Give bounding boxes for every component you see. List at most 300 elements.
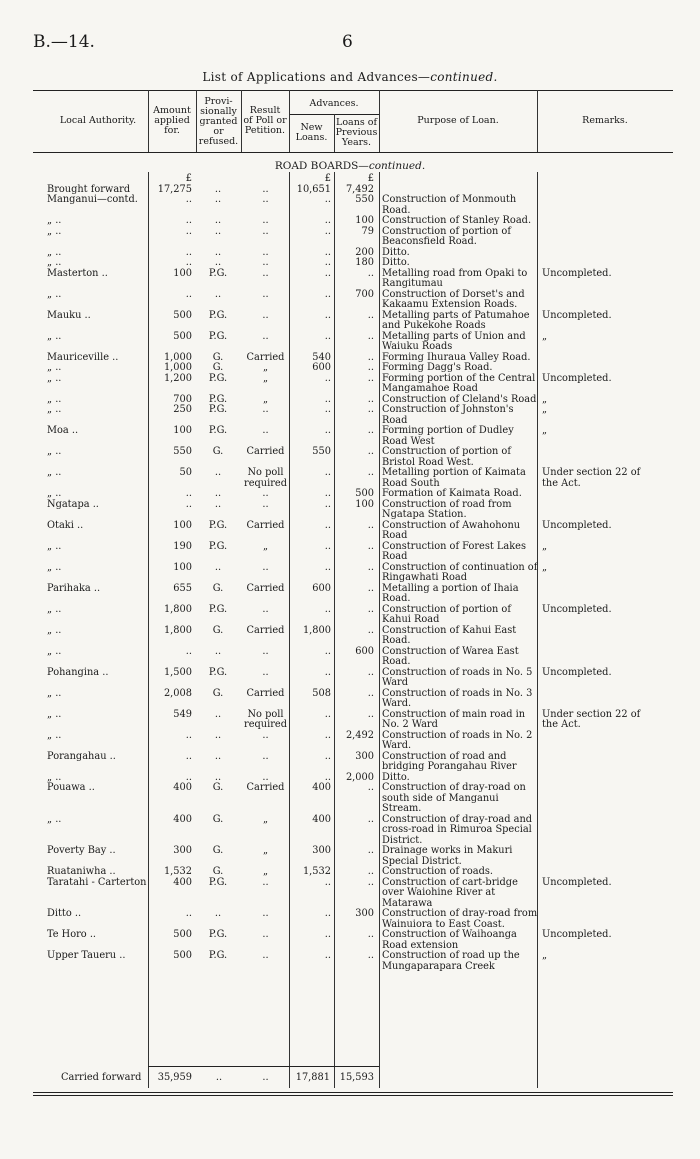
- cell-provisional: ..: [214, 225, 222, 237]
- cell-provisional: [195, 174, 241, 185]
- cell-remarks: „: [542, 330, 548, 342]
- table-body: [47, 174, 652, 972]
- cell-purpose: [378, 174, 538, 185]
- header-result-line: Petition.: [244, 125, 286, 136]
- cell-provisional: ..: [214, 488, 222, 499]
- cell-remarks: [538, 815, 652, 847]
- cell-authority: Parihaka ..: [47, 582, 101, 594]
- header-new-loans: [289, 123, 334, 143]
- cell-remarks: „: [542, 540, 548, 552]
- cell-authority: Upper Taueru ..: [47, 950, 126, 961]
- cell-purpose: Construction of roads in No. 3 Ward.: [382, 687, 533, 709]
- total-label: Carried forward: [61, 1072, 142, 1083]
- cell-previous-loans: ..: [367, 362, 374, 373]
- cell-amount: ..: [185, 498, 192, 510]
- cell-result: No poll required: [244, 467, 287, 489]
- cell-amount: ..: [185, 729, 192, 741]
- cell-new-loans: 508: [312, 687, 331, 699]
- cell-previous-loans: 550: [355, 194, 374, 205]
- table-row: [47, 867, 652, 878]
- header-prev-line: Years.: [341, 137, 372, 148]
- table-row: [47, 689, 652, 710]
- cell-remarks: Uncompleted.: [542, 372, 612, 384]
- cell-new-loans: 1,800: [302, 624, 331, 636]
- table-row: [47, 773, 652, 784]
- cell-provisional: P.G.: [208, 330, 228, 342]
- cell-remarks: Uncompleted.: [542, 309, 612, 321]
- cell-authority: „ ..: [47, 729, 62, 741]
- cell-authority: Poverty Bay ..: [47, 845, 116, 856]
- cell-purpose: Construction of main road in No. 2 Ward: [382, 708, 526, 730]
- cell-purpose: Forming Dagg's Road.: [382, 362, 493, 373]
- cell-remarks: Under section 22 of the Act.: [542, 467, 641, 489]
- table-row: [47, 447, 652, 468]
- cell-previous-loans: ..: [367, 950, 374, 961]
- cell-result: „: [262, 845, 269, 856]
- cell-provisional: ..: [214, 771, 222, 783]
- table-row: [47, 909, 652, 930]
- cell-result: ..: [262, 488, 269, 499]
- cell-amount: 100: [173, 519, 192, 531]
- cell-previous-loans: ..: [367, 540, 374, 552]
- page-reference: B.—14.: [33, 32, 95, 52]
- cell-provisional: P.G.: [208, 267, 228, 279]
- cell-result: ..: [262, 645, 269, 657]
- table-row: [47, 584, 652, 605]
- cell-previous-loans: ..: [367, 603, 374, 615]
- section-heading: [0, 160, 700, 172]
- cell-amount: 250: [173, 404, 192, 415]
- header-amount-line: applied: [154, 115, 190, 126]
- header-top-rule: [33, 90, 673, 91]
- page-number: 6: [342, 32, 353, 52]
- cell-remarks: [538, 290, 652, 311]
- cell-provisional: G.: [212, 351, 224, 363]
- cell-previous-loans: ..: [367, 624, 374, 636]
- table-row: [47, 395, 652, 406]
- table-row: [47, 216, 652, 227]
- cell-result: Carried: [246, 624, 285, 636]
- cell-authority: Mauriceville ..: [47, 351, 119, 363]
- cell-authority: „ ..: [47, 372, 62, 384]
- cell-purpose: Metalling portion of Kaimata Road South: [382, 467, 526, 489]
- cell-remarks: [538, 731, 652, 752]
- cell-new-loans: ..: [324, 288, 331, 300]
- header-previous-loans: [334, 118, 379, 148]
- applications-table: [47, 174, 652, 972]
- cell-purpose: Construction of Forest Lakes Road: [382, 540, 527, 562]
- cell-previous-loans: ..: [367, 708, 374, 720]
- cell-remarks: „: [542, 561, 548, 573]
- cell-provisional: P.G.: [208, 404, 228, 415]
- cell-authority: „ ..: [47, 225, 62, 237]
- cell-purpose: Metalling road from Opaki to Rangitumau: [382, 267, 528, 289]
- cell-purpose: Construction of road from Ngatapa Station.: [382, 498, 512, 520]
- cell-authority: „ ..: [47, 488, 62, 499]
- cell-remarks: [538, 647, 652, 668]
- cell-previous-loans: 180: [355, 257, 374, 268]
- cell-amount: 100: [173, 425, 192, 436]
- cell-result: ..: [262, 929, 269, 940]
- cell-result: ..: [262, 330, 269, 342]
- cell-provisional: ..: [214, 288, 222, 300]
- cell-provisional: G.: [212, 362, 224, 373]
- header-prov-line: granted: [199, 116, 238, 127]
- cell-new-loans: ..: [324, 561, 331, 573]
- cell-authority: „ ..: [47, 540, 62, 552]
- cell-authority: Moa ..: [47, 425, 79, 436]
- cell-provisional: P.G.: [208, 929, 228, 940]
- cell-amount: ..: [185, 257, 192, 268]
- cell-amount: 1,500: [163, 666, 192, 678]
- cell-authority: „ ..: [47, 561, 62, 573]
- cell-authority: „ ..: [47, 288, 62, 300]
- cell-purpose: Construction of Monmouth Road.: [382, 194, 517, 216]
- cell-amount: ..: [185, 771, 192, 783]
- cell-remarks: [538, 846, 652, 867]
- cell-currency: £: [185, 173, 192, 184]
- cell-result: „: [262, 372, 269, 384]
- cell-remarks: Uncompleted.: [542, 876, 612, 888]
- cell-authority: Ngatapa ..: [47, 498, 99, 510]
- cell-amount: ..: [185, 908, 192, 919]
- cell-authority: Pouawa ..: [47, 782, 95, 793]
- cell-result: ..: [262, 950, 269, 961]
- table-row: [47, 563, 652, 584]
- cell-authority: Masterton ..: [47, 267, 108, 279]
- total-result: ..: [262, 1072, 269, 1083]
- cell-new-loans: ..: [324, 519, 331, 531]
- table-row: [47, 468, 652, 489]
- cell-new-loans: ..: [324, 246, 331, 258]
- cell-amount: 1,532: [163, 866, 192, 877]
- cell-purpose: Construction of portion of Bristol Road West.: [382, 446, 511, 468]
- cell-result: ..: [262, 257, 269, 268]
- cell-amount: 300: [173, 845, 192, 856]
- table-row: [47, 521, 652, 542]
- cell-result: ..: [262, 729, 269, 741]
- table-row: [47, 752, 652, 773]
- cell-amount: 1,800: [163, 603, 192, 615]
- cell-provisional: ..: [214, 561, 222, 573]
- cell-result: ..: [262, 404, 269, 415]
- cell-amount: 500: [173, 929, 192, 940]
- cell-previous-loans: ..: [367, 866, 374, 877]
- cell-purpose: Construction of dray-road on south side of Manganui Stream.: [382, 782, 526, 814]
- cell-result: Carried: [246, 351, 285, 363]
- header-amount: [148, 106, 196, 136]
- table-row: [47, 363, 652, 374]
- table-row: [47, 542, 652, 563]
- cell-amount: 50: [179, 467, 192, 478]
- cell-new-loans: ..: [324, 488, 331, 499]
- cell-purpose: Ditto.: [382, 771, 410, 783]
- cell-new-loans: ..: [324, 876, 331, 888]
- cell-authority: „ ..: [47, 393, 62, 405]
- cell-amount: ..: [185, 215, 192, 226]
- title-main: List of Applications and Advances—: [202, 70, 431, 84]
- cell-remarks: Uncompleted.: [542, 267, 612, 279]
- cell-purpose: Forming Ihuraua Valley Road.: [382, 351, 531, 363]
- header-amount-line: Amount: [153, 105, 191, 116]
- title-continued: continued.: [430, 70, 498, 84]
- cell-purpose: Construction of portion of Kahui Road: [382, 603, 511, 625]
- cell-remarks: [538, 227, 652, 248]
- cell-authority: [47, 174, 148, 185]
- total-provisional: ..: [215, 1072, 223, 1083]
- cell-amount: 655: [173, 582, 192, 594]
- cell-provisional: ..: [214, 729, 222, 741]
- cell-provisional: P.G.: [208, 393, 228, 405]
- cell-amount: 1,800: [163, 624, 192, 636]
- cell-new-loans: ..: [324, 225, 331, 237]
- cell-previous-loans: 300: [355, 750, 374, 762]
- cell-previous-loans: ..: [367, 393, 374, 405]
- table-row: [47, 731, 652, 752]
- cell-authority: Te Horo ..: [47, 929, 97, 940]
- cell-remarks: [538, 174, 652, 185]
- cell-previous-loans: ..: [367, 467, 374, 478]
- cell-authority: Porangahau ..: [47, 750, 116, 762]
- cell-provisional: P.G.: [208, 309, 228, 321]
- cell-purpose: Metalling parts of Patumahoe and Pukekohe Roads: [382, 309, 530, 331]
- cell-result: ..: [262, 194, 269, 205]
- table-row: [47, 878, 652, 910]
- cell-purpose: Construction of Johnston's Road: [382, 404, 514, 426]
- cell-purpose: Construction of Cleland's Road: [382, 393, 537, 405]
- cell-previous-loans: ..: [367, 782, 374, 793]
- cell-amount: ..: [185, 194, 192, 205]
- cell-result: ..: [262, 309, 269, 321]
- footer-rule: [33, 1092, 673, 1093]
- cell-remarks: [538, 752, 652, 773]
- cell-new-loans: 1,532: [302, 866, 331, 877]
- cell-purpose: Ditto.: [382, 257, 410, 268]
- cell-new-loans: ..: [324, 372, 331, 384]
- table-row: [47, 258, 652, 269]
- cell-authority: Taratahi - Carterton: [47, 876, 147, 888]
- cell-result: Carried: [246, 519, 285, 531]
- cell-previous-loans: 7,492: [345, 183, 374, 195]
- cell-authority: „ ..: [47, 708, 62, 720]
- table-row: [47, 930, 652, 951]
- cell-result: ..: [262, 876, 269, 888]
- table-row: [47, 846, 652, 867]
- cell-new-loans: ..: [324, 498, 331, 510]
- cell-provisional: P.G.: [208, 372, 228, 384]
- table-row: [47, 195, 652, 216]
- cell-previous-loans: 2,492: [345, 729, 374, 741]
- cell-new-loans: ..: [324, 950, 331, 961]
- cell-remarks: [538, 783, 652, 815]
- cell-result: Carried: [246, 446, 285, 457]
- cell-remarks: [538, 185, 652, 196]
- cell-currency: £: [367, 173, 374, 184]
- cell-authority: „ ..: [47, 404, 62, 415]
- cell-provisional: P.G.: [208, 876, 228, 888]
- cell-remarks: [538, 773, 652, 784]
- cell-result: Carried: [246, 782, 285, 793]
- cell-amount: 1,000: [163, 351, 192, 363]
- cell-remarks: „: [542, 425, 548, 436]
- cell-new-loans: ..: [324, 929, 331, 940]
- cell-previous-loans: 200: [355, 246, 374, 258]
- cell-previous-loans: ..: [367, 351, 374, 363]
- cell-previous-loans: ..: [367, 876, 374, 888]
- cell-purpose: Construction of Waihoanga Road extension: [382, 929, 517, 951]
- cell-result: „: [262, 362, 269, 373]
- cell-authority: „ ..: [47, 813, 62, 825]
- cell-purpose: Construction of road up the Mungaparapara Creek: [382, 950, 520, 972]
- cell-authority: „ ..: [47, 330, 62, 342]
- header-remarks: Remarks.: [582, 115, 628, 126]
- cell-provisional: P.G.: [208, 666, 228, 678]
- cell-provisional: G.: [212, 446, 224, 457]
- header-bottom-rule: [33, 152, 673, 153]
- cell-result: ..: [262, 288, 269, 300]
- cell-new-loans: 600: [312, 582, 331, 594]
- cell-previous-loans: 600: [355, 645, 374, 657]
- cell-previous-loans: ..: [367, 446, 374, 457]
- cell-previous-loans: ..: [367, 666, 374, 678]
- cell-authority: „ ..: [47, 687, 62, 699]
- cell-amount: 549: [173, 708, 192, 720]
- cell-authority: Manganui—contd.: [47, 194, 138, 205]
- cell-amount: 400: [173, 876, 192, 888]
- table-row: [47, 500, 652, 521]
- cell-previous-loans: ..: [367, 582, 374, 594]
- cell-new-loans: ..: [324, 309, 331, 321]
- table-row: [47, 710, 652, 731]
- cell-remarks: [538, 909, 652, 930]
- cell-new-loans: ..: [324, 908, 331, 919]
- header-purpose: Purpose of Loan.: [417, 115, 499, 126]
- cell-provisional: P.G.: [208, 950, 228, 961]
- header-new-loans-line: New: [300, 122, 323, 133]
- cell-provisional: G.: [212, 866, 224, 877]
- page-title: [0, 70, 700, 84]
- cell-amount: 500: [173, 950, 192, 961]
- cell-new-loans: ..: [324, 257, 331, 268]
- cell-purpose: Forming portion of Dudley Road West: [382, 425, 514, 447]
- cell-new-loans: 400: [312, 813, 331, 825]
- cell-purpose: Drainage works in Makuri Special District.: [382, 845, 513, 867]
- header-prov-line: or: [213, 126, 224, 137]
- cell-currency: £: [324, 173, 331, 184]
- cell-new-loans: ..: [324, 708, 331, 720]
- total-amount: 35,959: [157, 1072, 192, 1083]
- cell-previous-loans: ..: [367, 929, 374, 940]
- cell-authority: Ditto ..: [47, 908, 82, 919]
- cell-authority: „ ..: [47, 624, 62, 636]
- total-new-loans: 17,881: [295, 1072, 330, 1083]
- table-row: [47, 951, 652, 972]
- table-row: [47, 332, 652, 353]
- cell-authority: Brought forward: [47, 183, 131, 195]
- cell-authority: „ ..: [47, 645, 62, 657]
- table-row: [47, 647, 652, 668]
- cell-remarks: [538, 626, 652, 647]
- cell-amount: ..: [185, 288, 192, 300]
- cell-result: „: [262, 540, 269, 552]
- cell-new-loans: 600: [312, 362, 331, 373]
- cell-result: „: [262, 393, 269, 405]
- cell-result: [241, 174, 290, 185]
- cell-new-loans: 300: [312, 845, 331, 856]
- cell-remarks: [538, 689, 652, 710]
- cell-remarks: [538, 500, 652, 521]
- cell-provisional: ..: [214, 215, 222, 226]
- cell-previous-loans: ..: [367, 309, 374, 321]
- cell-provisional: P.G.: [208, 519, 228, 531]
- cell-purpose: Construction of roads in No. 2 Ward.: [382, 729, 533, 751]
- cell-previous-loans: 2,000: [345, 771, 374, 783]
- table-row: [47, 290, 652, 311]
- cell-previous-loans: 700: [355, 288, 374, 300]
- cell-new-loans: ..: [324, 540, 331, 552]
- cell-amount: 400: [173, 782, 192, 793]
- cell-previous-loans: 79: [361, 225, 374, 237]
- cell-remarks: [538, 363, 652, 374]
- cell-authority: „ ..: [47, 467, 62, 478]
- cell-authority: „ ..: [47, 246, 62, 258]
- cell-result: ..: [262, 666, 269, 678]
- cell-result: ..: [262, 215, 269, 226]
- table-row: [47, 605, 652, 626]
- cell-remarks: [538, 258, 652, 269]
- table-row: [47, 269, 652, 290]
- cell-purpose: Construction of Kahui East Road.: [382, 624, 517, 646]
- cell-result: ..: [262, 246, 269, 258]
- cell-remarks: „: [542, 950, 548, 961]
- table-row: [47, 311, 652, 332]
- cell-remarks: [538, 584, 652, 605]
- cell-authority: Pohangina ..: [47, 666, 109, 678]
- cell-purpose: Construction of dray-road from Wainuiora to East Coast.: [382, 908, 538, 930]
- cell-result: ..: [262, 425, 269, 436]
- cell-amount: 2,008: [163, 687, 192, 699]
- table-row: [47, 353, 652, 364]
- table-row: [47, 668, 652, 689]
- header-result: [241, 106, 289, 136]
- cell-purpose: Construction of roads.: [382, 866, 494, 877]
- cell-provisional: G.: [212, 845, 224, 856]
- total-previous-loans: 15,593: [339, 1072, 374, 1083]
- cell-provisional: P.G.: [208, 603, 228, 615]
- cell-authority: Ruataniwha ..: [47, 866, 116, 877]
- cell-remarks: Uncompleted.: [542, 603, 612, 615]
- cell-provisional: ..: [214, 645, 222, 657]
- cell-provisional: ..: [214, 708, 222, 720]
- total-top-rule: [148, 1066, 379, 1067]
- cell-remarks: Uncompleted.: [542, 929, 612, 940]
- cell-authority: „ ..: [47, 446, 62, 457]
- cell-previous-loans: ..: [367, 519, 374, 531]
- table-row: [47, 426, 652, 447]
- cell-remarks: [538, 447, 652, 468]
- cell-authority: Mauku ..: [47, 309, 91, 321]
- cell-previous-loans: ..: [367, 687, 374, 699]
- header-prov-line: Provi-: [204, 96, 233, 107]
- cell-amount: 500: [173, 309, 192, 321]
- cell-result: ..: [262, 267, 269, 279]
- cell-new-loans: ..: [324, 603, 331, 615]
- cell-purpose: Construction of Dorset's and Kakaamu Extension Roads.: [382, 288, 525, 310]
- cell-new-loans: ..: [324, 215, 331, 226]
- cell-purpose: Construction of portion of Beaconsfield Road.: [382, 225, 511, 247]
- cell-previous-loans: ..: [367, 425, 374, 436]
- cell-new-loans: ..: [324, 330, 331, 342]
